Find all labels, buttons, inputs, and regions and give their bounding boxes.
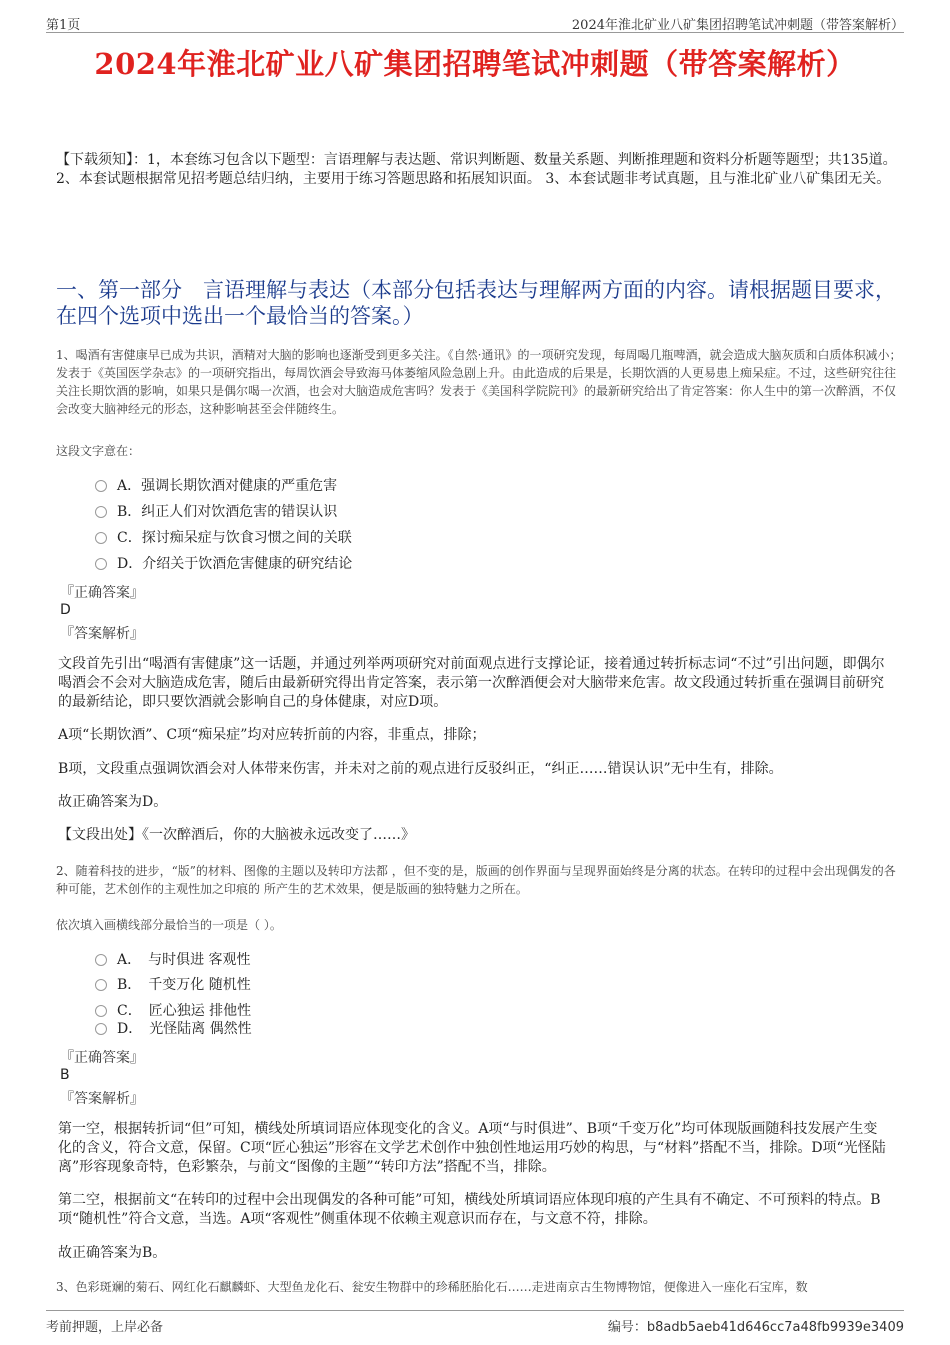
q2-analysis-p1: 第一空，根据转折词“但”可知，横线处所填词语应体现变化的含义。A项“与时俱进”、B项“千变万化”均可体现版画随科技发展产生变化的含义，符合文意，保留。C项“匠心独运”形容在文学艺术创作中独创性地运用巧妙的构思，与“材料”搭配不当，排除。D项“光怪陆离”形容现象奇特，色彩繁杂，与前文“图像的主题”“转印方法”搭配不当，排除。	[58, 1121, 886, 1175]
q1-analysis-p3: B项，文段重点强调饮酒会对人体带来伤害，并未对之前的观点进行反驳纠正，“纠正……错误认识”无中生有，排除。	[58, 761, 783, 777]
radio-icon[interactable]	[95, 1023, 107, 1035]
q1-analysis-label: 『答案解析』	[60, 626, 144, 642]
q2-option-a[interactable]: A． 与时俱进 客观性	[95, 950, 251, 970]
page-number: 第1页	[46, 18, 81, 33]
footer-code: 编号：b8adb5aeb41d646cc7a48fb9939e3409	[607, 1320, 904, 1335]
radio-icon[interactable]	[95, 532, 107, 544]
q1-analysis-p2: A项“长期饮酒”、C项“痴呆症”均对应转折前的内容，非重点，排除；	[58, 727, 486, 743]
section-heading: 一、第一部分 言语理解与表达（本部分包括表达与理解两方面的内容。请根据题目要求，在四个选项中选出一个最恰当的答案。）	[56, 278, 896, 328]
q2-option-c[interactable]: C． 匠心独运 排他性	[95, 1001, 251, 1021]
q1-analysis-p1: 文段首先引出“喝酒有害健康”这一话题，并通过列举两项研究对前面观点进行支撑论证，接着通过转折标志词“不过”引出问题，即偶尔喝酒会不会对大脑造成危害，随后由最新研究得出肯定答案，表示第一次醉酒便会对大脑带来危害。故文段通过转折重在强调目前研究的最新结论，即只要饮酒就会影响自己的身体健康，对应D项。	[58, 656, 885, 710]
q2-prompt: 依次填入画横线部分最恰当的一项是（ ）。	[56, 918, 282, 932]
footer-slogan: 考前押题，上岸必备	[46, 1320, 164, 1335]
page-footer	[46, 1310, 904, 1335]
q3-stem: 3、色彩斑斓的菊石、网红化石麒麟虾、大型鱼龙化石、瓮安生物群中的珍稀胚胎化石……走进南京古生物博物馆，便像进入一座化石宝库，数	[56, 1280, 808, 1294]
q1-stem: 1、喝酒有害健康早已成为共识，酒精对大脑的影响也逐渐受到更多关注。《自然·通讯》的一项研究发现，每周喝几瓶啤酒，就会造成大脑灰质和白质体积减小；发表于《英国医学杂志》的一项研究指出，每周饮酒会导致海马体萎缩风险急剧上升。由此造成的后果是，长期饮酒的人更易患上痴呆症。不过，这些研究往往关注长期饮酒的影响，如果只是偶尔喝一次酒，也会对大脑造成危害吗？发表于《美国科学院院刊》的最新研究给出了肯定答案：你人生中的第一次醉酒，不仅会改变大脑神经元的形态，这种影响甚至会伴随终生。	[56, 348, 902, 416]
radio-icon[interactable]	[95, 979, 107, 991]
q1-option-a[interactable]: A．强调长期饮酒对健康的严重危害	[95, 476, 337, 496]
q1-option-d[interactable]: D．介绍关于饮酒危害健康的研究结论	[95, 554, 352, 574]
q1-option-c[interactable]: C．探讨痴呆症与饮食习惯之间的关联	[95, 528, 352, 548]
q2-answer-label: 『正确答案』	[60, 1050, 144, 1066]
header-doc-title: 2024年淮北矿业八矿集团招聘笔试冲刺题（带答案解析）	[571, 18, 904, 33]
q2-analysis-p3: 故正确答案为B。	[58, 1245, 167, 1261]
q2-option-d[interactable]: D． 光怪陆离 偶然性	[95, 1019, 252, 1039]
document-title: 2024年淮北矿业八矿集团招聘笔试冲刺题（带答案解析）	[94, 47, 856, 81]
q1-prompt: 这段文字意在：	[56, 444, 141, 458]
q1-analysis-p4: 故正确答案为D。	[58, 794, 168, 810]
q2-analysis-label: 『答案解析』	[60, 1091, 144, 1107]
radio-icon[interactable]	[95, 480, 107, 492]
radio-icon[interactable]	[95, 1005, 107, 1017]
radio-icon[interactable]	[95, 954, 107, 966]
radio-icon[interactable]	[95, 506, 107, 518]
q2-analysis-p2: 第二空，根据前文“在转印的过程中会出现偶发的各种可能”可知，横线处所填词语应体现印痕的产生具有不确定、不可预料的特点。B项“随机性”符合文意，当选。A项“客观性”侧重体现不依赖主观意识而存在，与文意不符，排除。	[58, 1192, 881, 1227]
download-notice: 【下载须知】：1，本套练习包含以下题型：言语理解与表达题、常识判断题、数量关系题、判断推理题和资料分析题等题型；共135道。 2、本套试题根据常见招考题总结归纳，主要用于练习答题思路和拓展知识面。 3、本套试题非考试真题，且与淮北矿业八矿集团无关。	[56, 152, 897, 187]
radio-icon[interactable]	[95, 558, 107, 570]
page-header	[46, 10, 904, 33]
q2-answer: B	[60, 1067, 70, 1083]
q1-source: 【文段出处】《一次醉酒后，你的大脑被永远改变了……》	[58, 827, 415, 843]
q2-stem: 2、随着科技的进步，“版”的材料、图像的主题以及转印方法都 ，但不变的是，版画的创作界面与呈现界面始终是分离的状态。在转印的过程中会出现偶发的各种可能，艺术创作的主观性加之印痕的 所产生的艺术效果，便是版画的独特魅力之所在。	[56, 864, 896, 896]
q2-option-b[interactable]: B． 千变万化 随机性	[95, 975, 251, 995]
q1-option-b[interactable]: B．纠正人们对饮酒危害的错误认识	[95, 502, 337, 522]
q1-answer-label: 『正确答案』	[60, 585, 144, 601]
q1-answer: D	[60, 602, 71, 618]
